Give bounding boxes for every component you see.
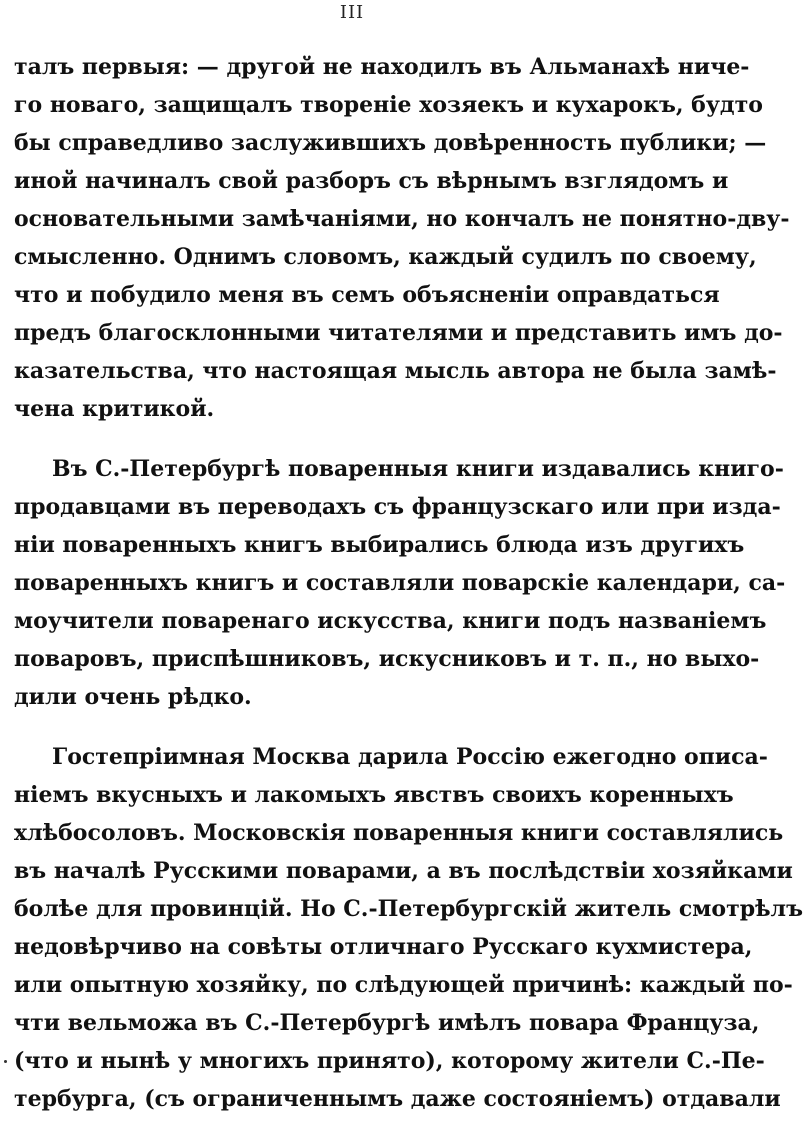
text-line: хлѣбосоловъ. Московскія поваренныя книги составлялись	[14, 820, 784, 846]
text-line: смысленно. Однимъ словомъ, каждый судилъ по своему,	[14, 244, 757, 270]
text-line: поваренныхъ книгъ и составляли поварскіе календари, са-	[14, 570, 786, 596]
text-line: иной начиналъ свой разборъ съ вѣрнымъ взглядомъ и	[14, 168, 729, 194]
text-line: въ началѣ Русскими поварами, а въ послѣдствіи хозяйками	[14, 858, 793, 884]
paragraph-2	[14, 450, 786, 716]
text-line: го новаго, защищалъ твореніе хозяекъ и кухарокъ, будто	[14, 92, 763, 118]
text-line: недовѣрчиво на совѣты отличнаго Русскаго кухмистера,	[14, 934, 753, 960]
text-line: чена критикой.	[14, 396, 215, 422]
text-line: дили очень рѣдко.	[14, 684, 252, 710]
text-line: моучители поваренаго искусства, книги подъ названіемъ	[14, 608, 767, 634]
text-line: поваровъ, приспѣшниковъ, искусниковъ и т. п., но выхо-	[14, 646, 760, 672]
text-line: предъ благосклонными читателями и представить имъ до-	[14, 320, 783, 346]
text-line: ніемъ вкусныхъ и лакомыхъ явствъ своихъ коренныхъ	[14, 782, 734, 808]
text-line: основательными замѣчаніями, но кончалъ не понятно-дву-	[14, 206, 790, 232]
page-number: III	[339, 2, 365, 23]
text-line: Гостепріимная Москва дарила Россію ежегодно описа-	[52, 744, 768, 770]
text-line: Въ С.-Петербургѣ поваренныя книги издавались книго-	[52, 456, 784, 482]
text-line: или опытную хозяйку, по слѣдующей причинѣ: каждый по-	[14, 972, 793, 998]
text-line: чти вельможа въ С.-Петербургѣ имѣлъ повара Француза,	[14, 1010, 760, 1036]
text-line: ніи поваренныхъ книгъ выбирались блюда изъ другихъ	[14, 532, 745, 558]
text-line: что и побудило меня въ семъ объясненіи оправдаться	[14, 282, 720, 308]
text-line: продавцами въ переводахъ съ французскаго или при изда-	[14, 494, 781, 520]
print-speck	[4, 1060, 7, 1063]
text-line: казательства, что настоящая мысль автора не была замѣ-	[14, 358, 777, 384]
paragraph-3	[14, 738, 803, 1118]
text-line: бы справедливо заслужившихъ довѣренность публики; —	[14, 130, 767, 156]
text-line: талъ первыя: — другой не находилъ въ Альманахѣ ниче-	[14, 54, 750, 80]
text-line: (что и нынѣ у многихъ принято), которому жители С.-Пе-	[14, 1048, 765, 1074]
text-line: болѣе для провинцій. Но С.-Петербургскій житель смотрѣлъ	[14, 896, 803, 922]
text-line: тербурга, (съ ограниченнымъ даже состояніемъ) отдавали	[14, 1086, 781, 1112]
paragraph-1	[14, 48, 790, 428]
